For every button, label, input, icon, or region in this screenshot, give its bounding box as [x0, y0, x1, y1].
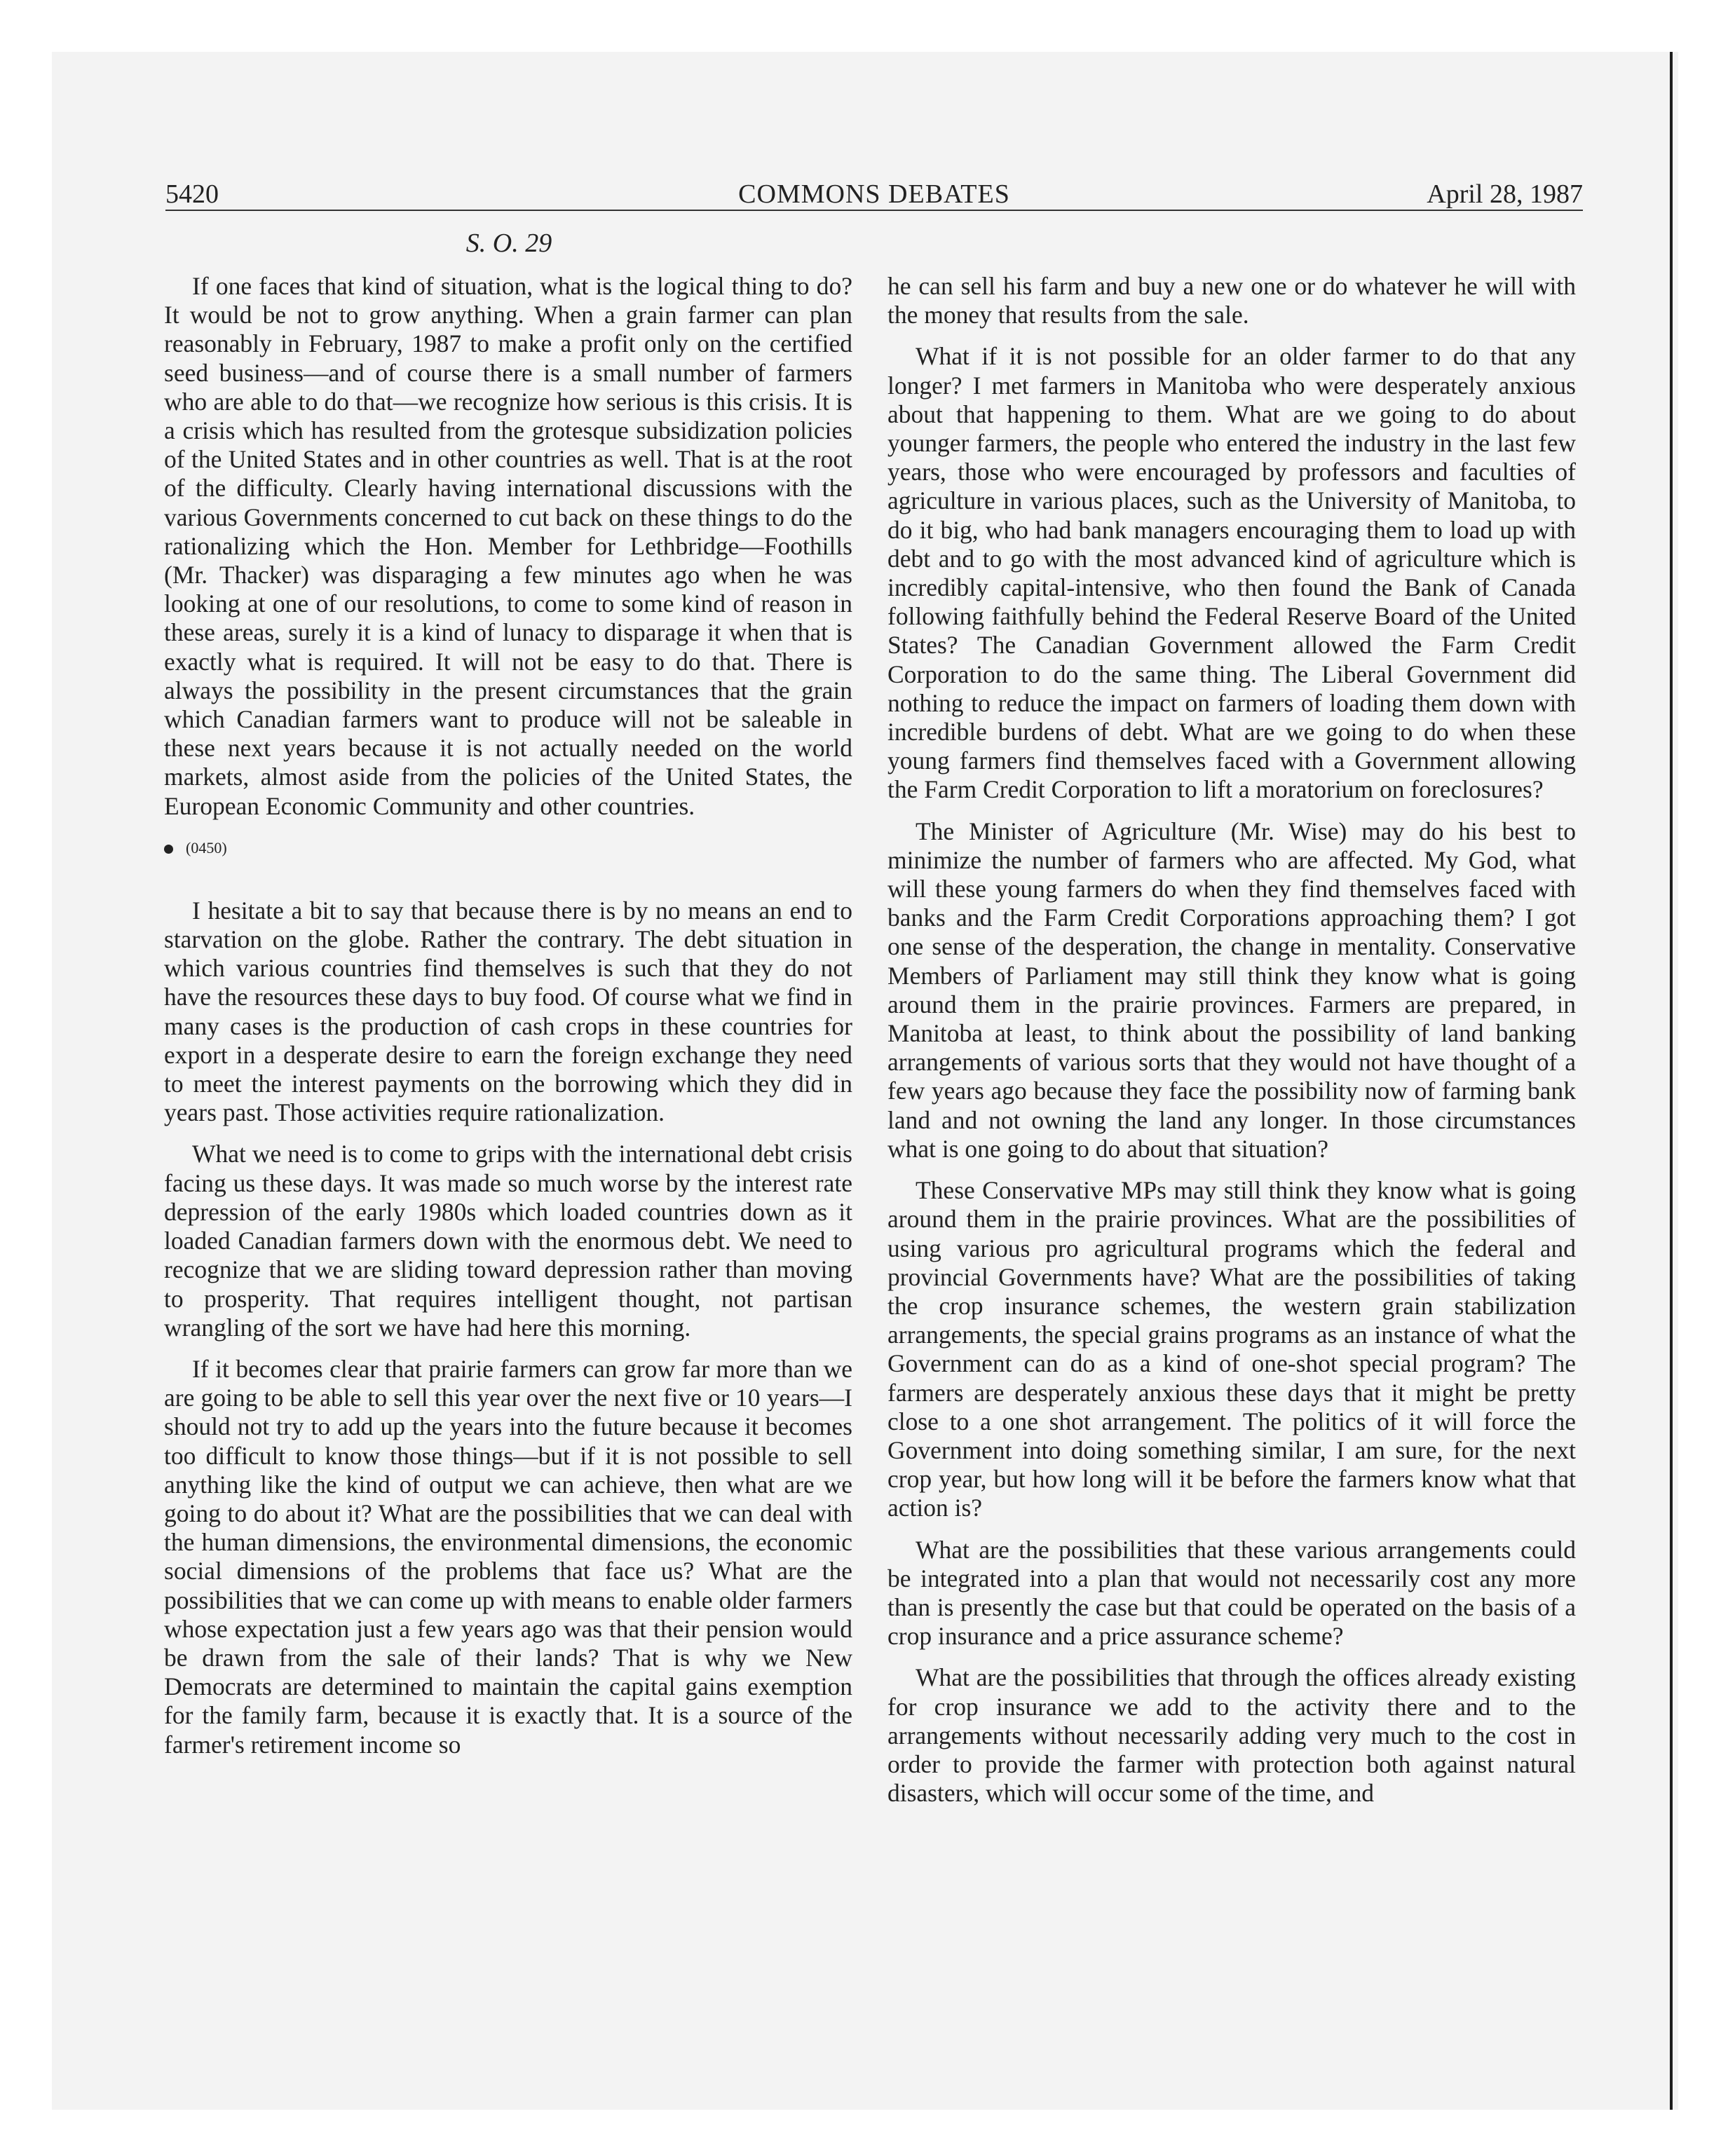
header-divider: [165, 210, 1583, 211]
right-column: [887, 272, 1576, 1820]
bullet-icon: [164, 845, 173, 854]
time-marker: [164, 838, 852, 859]
paragraph: If one faces that kind of situation, what is the logical thing to do? It would be not to grow anything. When a grain farmer can plan reasonably in February, 1987 to make a profit only on the certified seed business—and of course there is a small number of farmers who are able to do that—we recognize how serious is this crisis. It is a crisis which has resulted from the grotesque subsidization policies of the United States and in other countries as well. That is at the root of the difficulty. Clearly having international discussions with the various Governments concerned to cut back on these things to do the rationalizing which the Hon. Member for Lethbridge—Foothills (Mr. Thacker) was disparaging a few minutes ago when he was looking at one of our resolutions, to come to some kind of reason in these areas, surely it is a kind of lunacy to disparage it when that is exactly what is required. It will not be easy to do that. There is always the possibility in the present circumstances that the grain which Canadian farmers want to produce will not be saleable in these next years because it is not actually needed on the world markets, almost aside from the policies of the United States, the European Economic Community and other countries.: [164, 272, 852, 820]
paragraph: What are the possibilities that these various arrangements could be integrated into a plan that would not necessarily cost any more than is presently the case but that could be operated on the basis of a crop insurance and a price assurance scheme?: [887, 1535, 1576, 1651]
paragraph: What if it is not possible for an older farmer to do that any longer? I met farmers in Manitoba who were desperately anxious about that happening to them. What are we going to do about younger farmers, the people who entered the industry in the last few years, those who were encouraged by professors and faculties of agriculture in various places, such as the University of Manitoba, to do it big, who had bank managers encouraging them to load up with debt and to go with the most advanced kind of agriculture which is incredibly capital-intensive, who then found the Bank of Canada following faithfully behind the Federal Reserve Board of the United States? The Canadian Government allowed the Farm Credit Corporation to do the same thing. The Liberal Government did nothing to reduce the impact on farmers of loading them down with incredible burdens of debt. What are we going to do when these young farmers find themselves faced with a Government allowing the Farm Credit Corporation to lift a moratorium on foreclosures?: [887, 342, 1576, 804]
paragraph: If it becomes clear that prairie farmers can grow far more than we are going to be able to sell this year over the next five or 10 years—I should not try to add up the years into the future because it becomes too difficult to know those things—but if it is not possible to sell anything like the kind of output we can achieve, then what are we going to do about it? What are the possibilities that we can deal with the human dimensions, the environmental dimensions, the economic social dimensions of the problems that face us? What are the possibilities that we can come up with means to enable older farmers whose expectation just a few years ago was that their pension would be drawn from the sale of their lands? That is why we New Democrats are determined to maintain the capital gains exemption for the family farm, because it is exactly that. It is a source of the farmer's retirement income so: [164, 1354, 852, 1759]
paragraph: What we need is to come to grips with the international debt crisis facing us these days. It was made so much worse by the interest rate depression of the early 1980s which loaded countries down as it loaded Canadian farmers down with the enormous debt. We need to recognize that we are sliding toward depression rather than moving to prosperity. That requires intelligent thought, not partisan wrangling of the sort we have had here this morning.: [164, 1140, 852, 1342]
time-marker-text: (0450): [186, 838, 227, 857]
paragraph: The Minister of Agriculture (Mr. Wise) may do his best to minimize the number of farmers who are affected. My God, what will these young farmers do when they find themselves faced with banks and the Farm Credit Corporations approaching them? I got one sense of the desperation, the change in mentality. Conservative Members of Parliament may still think they know what is going around them in the prairie provinces. Farmers are prepared, in Manitoba at least, to think about the possibility of land banking arrangements of various sorts that they would not have thought of a few years ago because they face the possibility now of farming bank land and not owning the land any longer. In those circumstances what is one going to do about that situation?: [887, 817, 1576, 1163]
page-header: [165, 177, 1583, 212]
paragraph: These Conservative MPs may still think they know what is going around them in the prairie provinces. What are the possibilities of using various pro agricultural programs which the federal and provincial Governments have? What are the possibilities of taking the crop insurance schemes, the western grain stabilization arrangements, the special grains programs as an instance of what the Government can do as a kind of one-shot special program? The farmers are desperately anxious these days that it might be pretty close to a one shot arrangement. The politics of it will force the Government into doing something similar, I am sure, for the next crop year, but how long will it be before the farmers know what that action is?: [887, 1176, 1576, 1522]
paragraph-continued: he can sell his farm and buy a new one or do whatever he will with the money that results from the sale.: [887, 272, 1576, 329]
left-column: [164, 272, 852, 1772]
publication-title: COMMONS DEBATES: [738, 179, 1010, 209]
standing-order-label: S. O. 29: [465, 228, 552, 258]
paragraph: What are the possibilities that through the offices already existing for crop insurance we add to the activity there and to the arrangements without necessarily adding very much to the cost in order to provide the farmer with protection both against natural disasters, which will occur some of the time, and: [887, 1663, 1576, 1808]
publication-date: April 28, 1987: [1427, 179, 1583, 209]
paragraph: I hesitate a bit to say that because there is by no means an end to starvation on the globe. Rather the contrary. The debt situation in which various countries find themselves is such that they do not have the resources these days to buy food. Of course what we find in many cases is the production of cash crops in these countries for export in a desperate desire to earn the foreign exchange they need to meet the interest payments on the borrowing which they did in years past. Those activities require rationalization.: [164, 896, 852, 1127]
page-edge-rule: [1670, 52, 1673, 2110]
page-number: 5420: [165, 179, 219, 209]
